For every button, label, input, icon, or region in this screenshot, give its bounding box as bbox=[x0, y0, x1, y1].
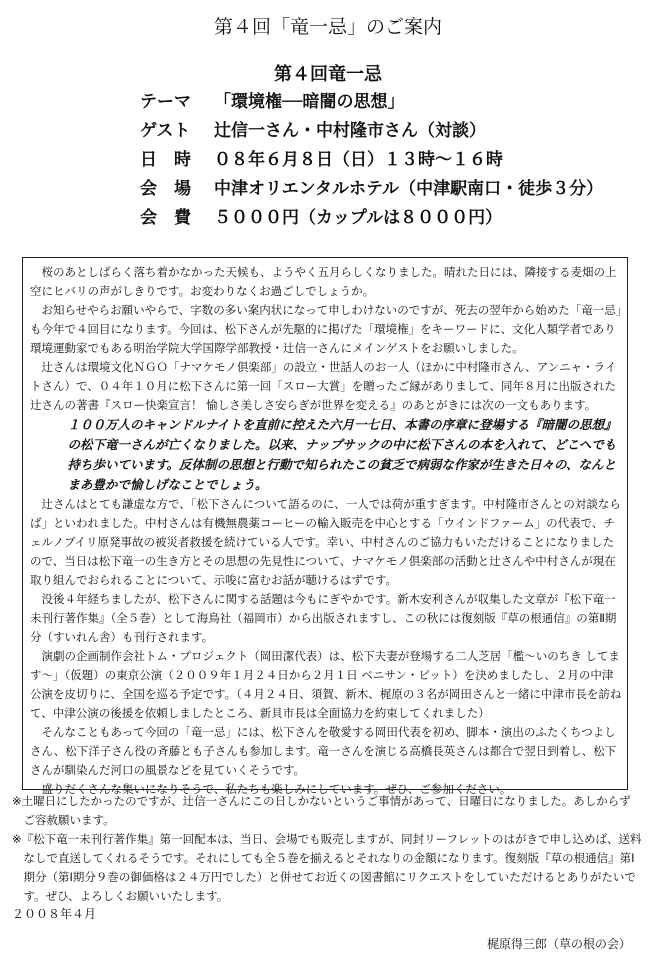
footnote: ※『松下竜一未刊行著作集』第一回配本は、当日、会場でも販売しますが、同封リーフレットのはがきで申し込めば、送料なしで直送してくれるそうです。それにしても全５巻を揃えるとそれなりの金額になります。復刻版『草の根通信』第Ⅰ期分（第Ⅰ期分９巻の御価格は２４万円でした）と併せてお近くの図書館にリクエストをしていただけるとありがたいです。ぜひ、よろしくお願いいたします。 bbox=[12, 832, 642, 903]
detail-datetime bbox=[140, 146, 640, 175]
body-paragraph: 盛りだくさんな集いになりそうで、私たちも楽しみにしています。ぜひ、ご参加ください。 bbox=[41, 782, 512, 796]
event-subtitle: 第４回竜一忌 bbox=[274, 64, 382, 85]
body-paragraph: 没後４年経ちましたが、松下さんに関する話題は今もにぎやかです。新木安利さんが収集した文章が『松下竜一未刊行著作集』（全５巻）として海鳥社（福岡市）から出版されますし、この秋には復刻版『草の根通信』の第Ⅱ期分（すいれん舎）も刊行されます。 bbox=[30, 592, 617, 644]
body-paragraph: 辻さんは環境文化ＮＧＯ「ナマケモノ倶楽部」の設立・世話人のお一人（ほかに中村隆市さん、アンニャ・ライトさん）で、０４年１０月に松下さんに第一回「スロー大賞」を贈ったご縁がありまして、同年８月に出版された辻さんの著書『スロー快楽宣言！ 愉しさ美しさ安らぎが世界を変える』のあとがきには次の一文もあります。 bbox=[30, 360, 617, 412]
detail-label: 会 費 bbox=[140, 208, 191, 228]
detail-value: ０８年６月８日（日）１３時〜１６時 bbox=[214, 150, 503, 170]
footnotes bbox=[12, 792, 642, 906]
page-title: 第４回「竜一忌」のご案内 bbox=[213, 16, 442, 38]
body-paragraph: 演劇の企画制作会社トム・プロジェクト（岡田潔代表）は、松下夫妻が登場する二人芝居「檻〜いのちき してます〜」（仮題）の東京公演（２００９年１月２４日から２月１日 ベニサン・ピット）を決めましたし、２月の中津公演を皮切りに、全国を巡る予定です。（４月２４日、須賀、新木、梶原の３名が岡田さんと一緒に中津市長を訪ねて、中津公演の後援を依頼しましたところ、新貝市長は全面協力を約束してくれました） bbox=[30, 649, 622, 720]
body-text bbox=[30, 263, 624, 799]
detail-label: 日 時 bbox=[140, 150, 191, 170]
body-paragraph: 桜のあとしばらく落ち着かなかった天候も、ようやく五月らしくなりました。晴れた日には、隣接する麦畑の上空にヒバリの声がしきりです。お変わりなくお過ごしでしょうか。 bbox=[30, 265, 617, 298]
detail-guest bbox=[140, 117, 640, 146]
body-paragraph: 辻さんはとても謙虚な方で、「松下さんについて語るのに、一人では荷が重すぎます。中村隆市さんとの対談ならば」といわれました。中村さんは有機無農薬コーヒーの輸入販売を中心とする「ウインドファーム」の代表で、チェルノブイリ原発事故の被災者救援を続けている人です。幸い、中村さんのご協力もいただけることになりましたので、当日は松下竜一の生き方とその思想の先見性について、ナマケモノ倶楽部の活動と辻さんや中村さんが現在取り組んでおられることについて、示唆に富むお話が聴けるはずです。 bbox=[30, 497, 621, 587]
detail-label: ゲスト bbox=[140, 121, 191, 141]
body-paragraph: お知らせやらお願いやらで、字数の多い案内状になって申しわけないのですが、死去の翌年から始めた「竜一忌」も今年で４回目になります。今回は、松下さんが先駆的に掲げた「環境権」をキーワードに、文化人類学者であり環境運動家でもある明治学院大学国際学部教授・辻信一さんにメインゲストをお願いしました。 bbox=[30, 303, 622, 355]
detail-value: 辻信一さん・中村隆市さん（対談） bbox=[214, 121, 486, 141]
detail-value: 中津オリエンタルホテル（中津駅南口・徒歩３分） bbox=[214, 179, 604, 199]
detail-value: ５０００円（カップルは８０００円） bbox=[214, 208, 503, 228]
issue-date: ２００８年４月 bbox=[12, 907, 97, 921]
event-details bbox=[140, 88, 640, 233]
detail-label: テーマ bbox=[140, 92, 191, 112]
detail-label: 会 場 bbox=[140, 179, 191, 199]
body-paragraph: そんなこともあって今回の「竜一忌」には、松下さんを敬愛する岡田代表を初め、脚本・演出のふたくちつよしさん、松下洋子さん役の斉藤とも子さんも参加します。竜一さんを演じる高橋長英さんは都合で翌日到着し、松下さんが馴染んだ河口の風景などを見ていくそうです。 bbox=[30, 725, 617, 777]
detail-value: 「環境権──暗闇の思想」 bbox=[214, 92, 405, 112]
detail-fee bbox=[140, 204, 640, 233]
footnote: ※土曜日にしたかったのですが、辻信一さんにこの日しかないというご事情があって、日曜日になりました。あしからずご容赦願います。 bbox=[12, 794, 631, 827]
signature: 梶原得三郎（草の根の会） bbox=[486, 937, 631, 951]
detail-theme bbox=[140, 88, 640, 117]
detail-venue bbox=[140, 175, 640, 204]
quoted-passage: １００万人のキャンドルナイトを直前に控えた六月一七日、本書の序章に登場する『暗闇の思想』の松下竜一さんが亡くなりました。以来、ナップサックの中に松下さんの本を入れて、どこへでも持ち歩いています。反体制の思想と行動で知られたこの貧乏で病弱な作家が生きた日々の、なんとまあ豊かで愉しげなことでしょう。 bbox=[67, 417, 617, 492]
